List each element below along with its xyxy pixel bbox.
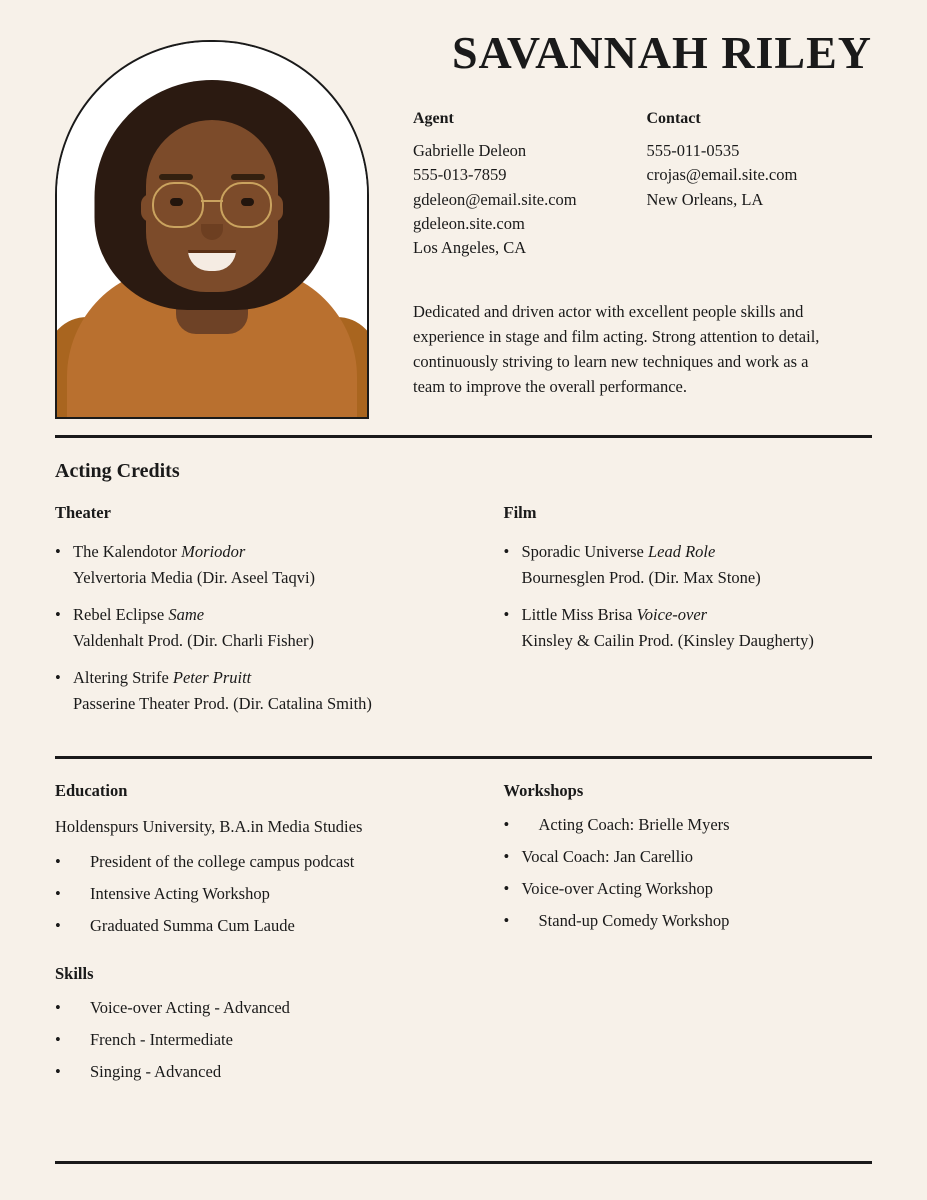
credit-title: Altering Strife <box>73 668 173 688</box>
credit-title: Sporadic Universe <box>521 542 648 561</box>
contact-line: New Orleans, LA <box>646 189 764 209</box>
list-item: • Voice-over Acting Workshop <box>504 879 873 899</box>
contact-line: 555-011-0535 <box>646 141 740 160</box>
agent-block <box>413 110 639 260</box>
education-list <box>55 852 464 936</box>
acting-credits-title: Acting Credits <box>55 460 180 482</box>
credit-title: The Kalendotor <box>73 542 182 561</box>
list-item <box>55 665 464 716</box>
list-item: • Acting Coach: Brielle Myers <box>504 815 873 835</box>
education-column <box>55 781 464 1094</box>
agent-line: gdeleon@email.site.com <box>413 189 577 209</box>
list-item: • Singing - Advanced <box>55 1062 464 1082</box>
theater-list <box>55 539 464 716</box>
agent-heading: Agent <box>413 110 454 127</box>
agent-line: gdeleon.site.com <box>413 213 525 233</box>
divider-top <box>55 435 872 438</box>
education-heading: Education <box>55 781 128 801</box>
theater-heading: Theater <box>55 503 111 522</box>
credit-title: Little Miss Brisa <box>521 605 637 625</box>
photo-column <box>55 20 375 419</box>
credit-role: Same <box>168 605 205 625</box>
list-item: • Voice-over Acting - Advanced <box>55 998 464 1018</box>
credit-role: Voice-over <box>636 605 708 625</box>
contact-heading: Contact <box>646 110 701 127</box>
contact-line: crojas@email.site.com <box>646 165 798 185</box>
list-item: • Stand-up Comedy Workshop <box>504 911 873 931</box>
list-item: • President of the college campus podcast <box>55 852 464 872</box>
lower-section <box>55 781 872 1094</box>
list-item: • French - Intermediate <box>55 1030 464 1050</box>
credit-role: Lead Role <box>647 542 716 561</box>
workshops-heading: Workshops <box>503 781 584 801</box>
workshops-column <box>464 781 873 1094</box>
credit-detail: Kinsley & Cailin Prod. (Kinsley Daugherty) <box>521 630 814 650</box>
headshot-photo <box>57 42 367 417</box>
film-heading: Film <box>503 503 537 522</box>
list-item <box>504 539 873 590</box>
header-text-column <box>375 20 872 419</box>
education-school: Holdenspurs University, B.A.in Media Studies <box>55 817 363 837</box>
workshops-list <box>504 815 873 931</box>
photo-shape-brow-left <box>159 174 193 180</box>
skills-heading: Skills <box>55 964 94 984</box>
list-item: • Graduated Summa Cum Laude <box>55 916 464 936</box>
agent-line: Gabrielle Deleon <box>413 141 527 160</box>
credit-detail: Bournesglen Prod. (Dir. Max Stone) <box>521 567 761 587</box>
theater-column <box>55 503 464 728</box>
credit-title: Rebel Eclipse <box>73 605 169 625</box>
photo-shape-brow-right <box>231 174 265 180</box>
credit-role: Moriodor <box>181 542 246 561</box>
divider-bottom <box>55 1161 872 1164</box>
list-item: • Vocal Coach: Jan Carellio <box>504 847 873 867</box>
film-list <box>504 539 873 653</box>
list-item <box>55 539 464 590</box>
agent-line: 555-013-7859 <box>413 165 507 185</box>
headshot-frame <box>55 40 369 419</box>
acting-credits-section <box>55 460 872 728</box>
skills-list <box>55 998 464 1082</box>
contact-row <box>413 110 872 260</box>
candidate-name: SAVANNAH RILEY <box>451 27 872 78</box>
credit-detail: Passerine Theater Prod. (Dir. Catalina Smith) <box>73 693 372 713</box>
professional-summary: Dedicated and driven actor with excellent people skills and experience in stage and film acting. Strong attention to detail, continuously striving to learn new techniques and work as a team to improve the overall performance. <box>413 302 820 396</box>
photo-shape-glasses-bridge <box>201 200 223 202</box>
credit-role: Peter Pruitt <box>172 668 252 688</box>
list-item <box>504 602 873 653</box>
divider-middle <box>55 756 872 759</box>
list-item: • Intensive Acting Workshop <box>55 884 464 904</box>
agent-line: Los Angeles, CA <box>413 238 527 257</box>
credits-columns <box>55 503 872 728</box>
film-column <box>464 503 873 728</box>
header-section <box>55 0 872 419</box>
contact-block <box>639 110 873 260</box>
skills-block <box>55 964 464 1082</box>
list-item <box>55 602 464 653</box>
credit-detail: Valdenhalt Prod. (Dir. Charli Fisher) <box>73 630 315 650</box>
credit-detail: Yelvertoria Media (Dir. Aseel Taqvi) <box>73 567 316 587</box>
photo-shape-eye-left <box>170 198 183 206</box>
photo-shape-eye-right <box>241 198 254 206</box>
